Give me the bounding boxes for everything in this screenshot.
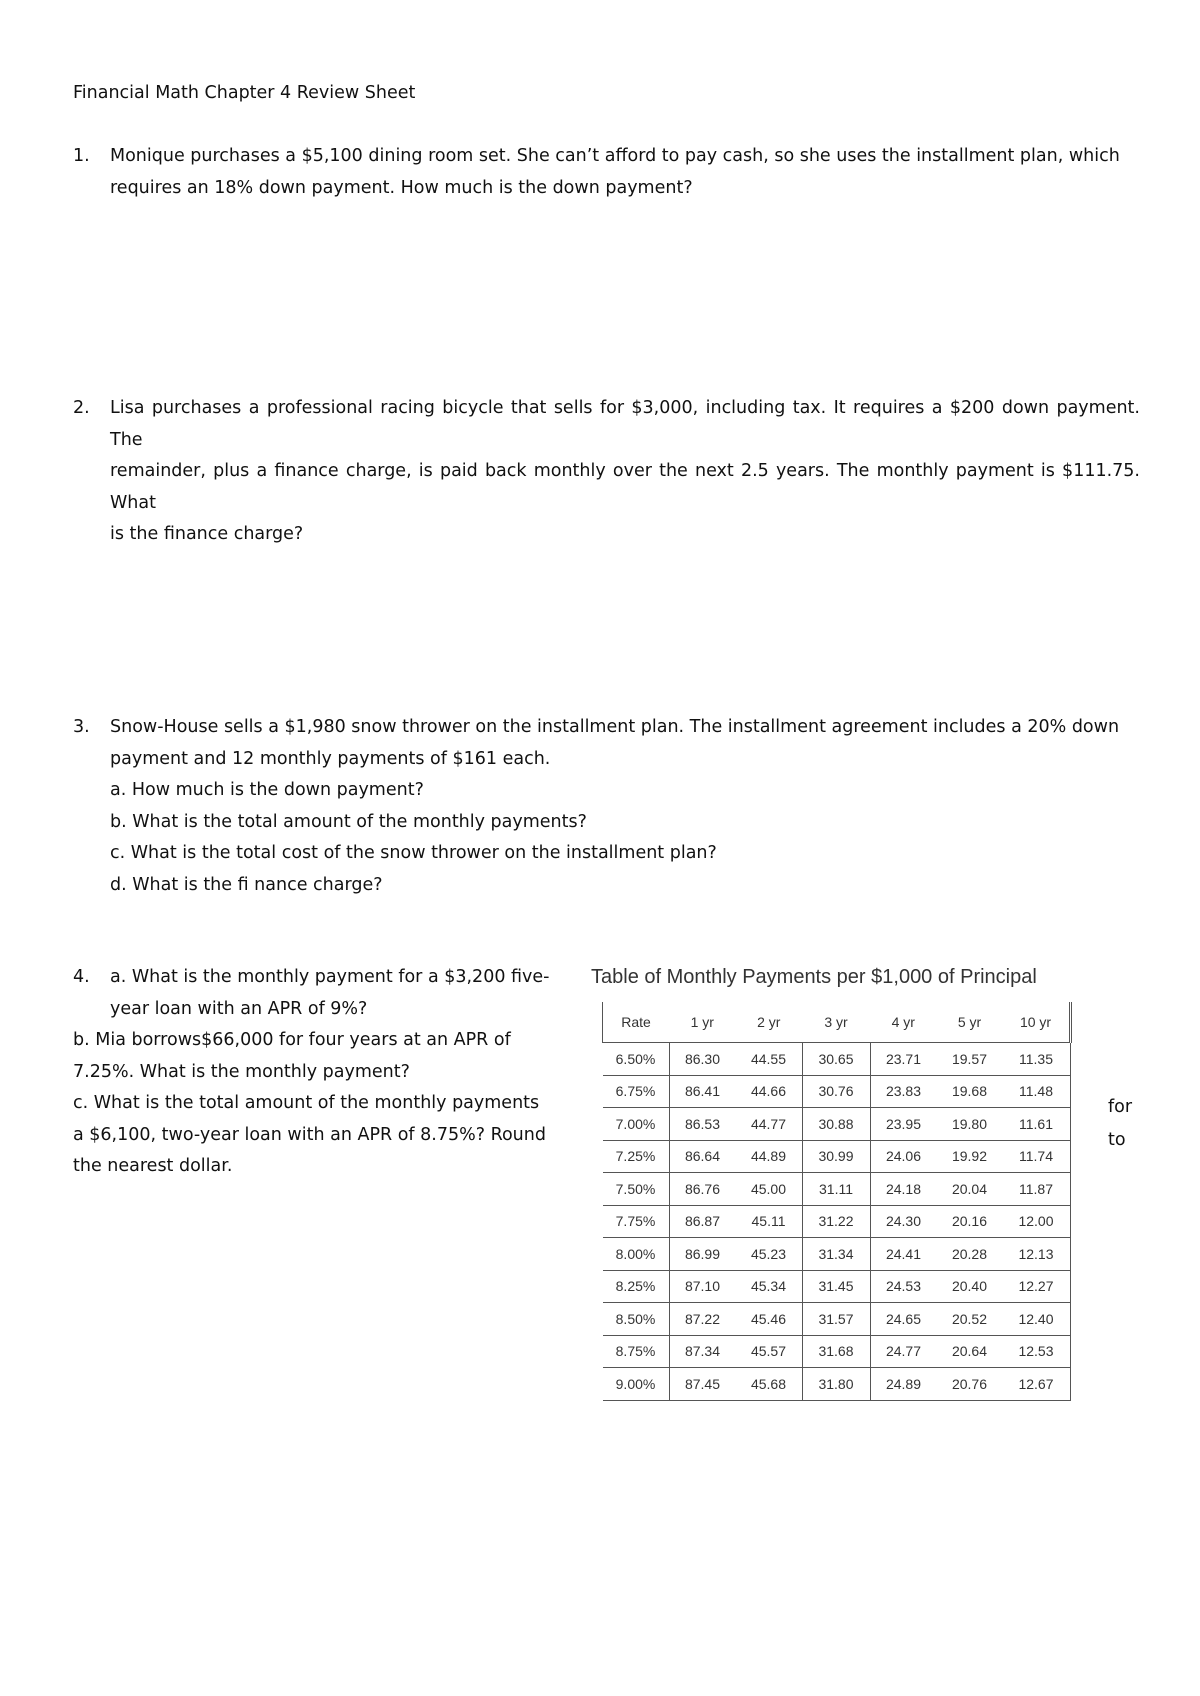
- payment-cell: 31.34: [802, 1238, 870, 1271]
- payment-cell: 30.76: [802, 1075, 870, 1108]
- payment-cell: 11.74: [1003, 1140, 1071, 1173]
- payment-cell: 12.53: [1003, 1335, 1071, 1368]
- sub-question-a: a. How much is the down payment?: [110, 780, 424, 800]
- payment-cell: 20.28: [937, 1238, 1003, 1271]
- question-line: payment and 12 monthly payments of $161 each.: [110, 748, 551, 769]
- payment-cell: 31.80: [802, 1368, 870, 1401]
- payment-cell: 19.92: [937, 1140, 1003, 1173]
- column-header: 5 yr: [957, 1014, 982, 1030]
- column-header: 1 yr: [690, 1014, 714, 1030]
- table-title: Table of Monthly Payments per $1,000 of Principal: [591, 966, 1037, 988]
- column-header: 10 yr: [1003, 1002, 1071, 1043]
- table-row: [603, 1238, 1071, 1271]
- question-number: 1.: [73, 146, 90, 166]
- payment-cell: 24.41: [870, 1238, 937, 1271]
- table-row: [603, 1075, 1071, 1108]
- question-line: a. What is the monthly payment for a $3,200 five-: [110, 967, 550, 987]
- payment-cell: 87.10: [669, 1270, 736, 1303]
- payment-cell: 87.34: [669, 1335, 736, 1368]
- payment-cell: 45.34: [736, 1270, 803, 1303]
- payment-cell: 24.53: [870, 1270, 937, 1303]
- rate-cell: 8.00%: [603, 1238, 670, 1271]
- question-1: [73, 141, 1140, 204]
- question-line: b. Mia borrows$66,000 for four years at an APR of: [73, 1030, 511, 1050]
- question-line: Lisa purchases a professional racing bicycle that sells for $3,000, including tax. It requires a $200 down payment. The: [110, 398, 1140, 450]
- payment-cell: 87.45: [669, 1368, 736, 1401]
- sub-question-d: d. What is the fi nance charge?: [110, 874, 383, 895]
- payment-cell: 12.40: [1003, 1303, 1071, 1336]
- payment-cell: 87.22: [669, 1303, 736, 1336]
- sub-question-c: c. What is the total cost of the snow thrower on the installment plan?: [110, 843, 717, 863]
- payment-cell: 24.89: [870, 1368, 937, 1401]
- overflow-word: to: [1108, 1130, 1126, 1150]
- payment-cell: 86.76: [669, 1173, 736, 1206]
- payment-cell: 86.99: [669, 1238, 736, 1271]
- payment-cell: 23.71: [870, 1043, 937, 1076]
- payment-cell: 31.57: [802, 1303, 870, 1336]
- payment-cell: 12.13: [1003, 1238, 1071, 1271]
- column-header: 4 yr: [891, 1014, 915, 1030]
- payment-cell: 45.46: [736, 1303, 803, 1336]
- payment-cell: 31.45: [802, 1270, 870, 1303]
- payment-cell: 31.68: [802, 1335, 870, 1368]
- payment-cell: 19.80: [937, 1108, 1003, 1141]
- question-line: c. What is the total amount of the monthly payments: [73, 1093, 540, 1113]
- rate-cell: 8.75%: [603, 1335, 670, 1368]
- sub-question-b: [73, 1025, 559, 1088]
- payment-cell: 31.22: [802, 1205, 870, 1238]
- question-line: Snow-House sells a $1,980 snow thrower on the installment plan. The installment agreement includes a 20% down: [110, 717, 1120, 737]
- column-header: 2 yr: [757, 1014, 781, 1030]
- question-text: [110, 141, 1140, 204]
- sub-question-b: b. What is the total amount of the monthly payments?: [110, 811, 587, 832]
- rate-cell: 9.00%: [603, 1368, 670, 1401]
- table-row: [603, 1043, 1071, 1076]
- payment-cell: 20.52: [937, 1303, 1003, 1336]
- payment-cell: 23.83: [870, 1075, 937, 1108]
- table-row: [603, 1303, 1071, 1336]
- question-number: 4.: [73, 967, 90, 987]
- payment-cell: 45.57: [736, 1335, 803, 1368]
- payment-cell: 24.30: [870, 1205, 937, 1238]
- rate-cell: 6.75%: [603, 1075, 670, 1108]
- rate-cell: 8.25%: [603, 1270, 670, 1303]
- payment-cell: 11.48: [1003, 1075, 1071, 1108]
- overflow-word: for: [1108, 1097, 1133, 1117]
- payment-cell: 20.40: [937, 1270, 1003, 1303]
- payment-cell: 44.55: [736, 1043, 803, 1076]
- sub-question-a: [110, 962, 559, 1025]
- payment-cell: 12.00: [1003, 1205, 1071, 1238]
- payment-cell: 23.95: [870, 1108, 937, 1141]
- question-line: the nearest dollar.: [73, 1156, 233, 1176]
- table-row: [603, 1173, 1071, 1206]
- payment-cell: 30.65: [802, 1043, 870, 1076]
- payment-cell: 20.76: [937, 1368, 1003, 1401]
- page-title: Financial Math Chapter 4 Review Sheet: [73, 83, 416, 103]
- rate-cell: 7.25%: [603, 1140, 670, 1173]
- payment-cell: 45.23: [736, 1238, 803, 1271]
- question-text: [110, 712, 1140, 901]
- payment-cell: 12.27: [1003, 1270, 1071, 1303]
- rate-cell: 7.50%: [603, 1173, 670, 1206]
- payment-cell: 86.30: [669, 1043, 736, 1076]
- payment-cell: 24.18: [870, 1173, 937, 1206]
- payment-cell: 44.66: [736, 1075, 803, 1108]
- payment-cell: 11.61: [1003, 1108, 1071, 1141]
- payment-cell: 20.64: [937, 1335, 1003, 1368]
- payment-cell: 24.65: [870, 1303, 937, 1336]
- rate-cell: 7.75%: [603, 1205, 670, 1238]
- question-line: requires an 18% down payment. How much is the down payment?: [110, 177, 693, 198]
- question-number: 3.: [73, 717, 90, 737]
- payment-cell: 30.99: [802, 1140, 870, 1173]
- column-header: 3 yr: [824, 1014, 848, 1030]
- payment-cell: 44.89: [736, 1140, 803, 1173]
- column-header: Rate: [603, 1002, 670, 1043]
- payment-cell: 30.88: [802, 1108, 870, 1141]
- question-line: 7.25%. What is the monthly payment?: [73, 1061, 410, 1082]
- table-body: [603, 1043, 1071, 1401]
- payment-cell: 45.00: [736, 1173, 803, 1206]
- payment-cell: 45.11: [736, 1205, 803, 1238]
- payment-cell: 86.64: [669, 1140, 736, 1173]
- payment-cell: 86.87: [669, 1205, 736, 1238]
- rate-cell: 8.50%: [603, 1303, 670, 1336]
- table-header-row: [603, 1002, 1071, 1043]
- question-line: Monique purchases a $5,100 dining room set. She can’t afford to pay cash, so she uses the installment plan, which: [110, 146, 1120, 166]
- question-line: is the finance charge?: [110, 524, 304, 544]
- question-line: remainder, plus a finance charge, is paid back monthly over the next 2.5 years. The monthly payment is $111.75. What: [110, 461, 1140, 513]
- payment-cell: 19.57: [937, 1043, 1003, 1076]
- question-line: a $6,100, two-year loan with an APR of 8.75%? Round: [73, 1124, 546, 1145]
- table-row: [603, 1108, 1071, 1141]
- sub-question-c: [73, 1088, 559, 1183]
- payment-cell: 11.35: [1003, 1043, 1071, 1076]
- payment-cell: 12.67: [1003, 1368, 1071, 1401]
- payment-cell: 31.11: [802, 1173, 870, 1206]
- question-line: year loan with an APR of 9%?: [110, 998, 368, 1019]
- monthly-payments-table: [602, 1002, 1072, 1401]
- question-3: [73, 712, 1140, 901]
- payment-cell: 24.77: [870, 1335, 937, 1368]
- question-number: 2.: [73, 398, 90, 418]
- rate-cell: 6.50%: [603, 1043, 670, 1076]
- table-row: [603, 1335, 1071, 1368]
- payment-cell: 86.53: [669, 1108, 736, 1141]
- rate-cell: 7.00%: [603, 1108, 670, 1141]
- payment-cell: 19.68: [937, 1075, 1003, 1108]
- question-4: [73, 962, 559, 1183]
- payment-cell: 24.06: [870, 1140, 937, 1173]
- payment-cell: 20.16: [937, 1205, 1003, 1238]
- table-row: [603, 1270, 1071, 1303]
- question-text: [110, 393, 1140, 551]
- question-2: [73, 393, 1140, 551]
- payment-cell: 11.87: [1003, 1173, 1071, 1206]
- table-row: [603, 1205, 1071, 1238]
- payment-cell: 20.04: [937, 1173, 1003, 1206]
- payment-cell: 44.77: [736, 1108, 803, 1141]
- table-row: [603, 1368, 1071, 1401]
- table-row: [603, 1140, 1071, 1173]
- payment-cell: 45.68: [736, 1368, 803, 1401]
- payment-cell: 86.41: [669, 1075, 736, 1108]
